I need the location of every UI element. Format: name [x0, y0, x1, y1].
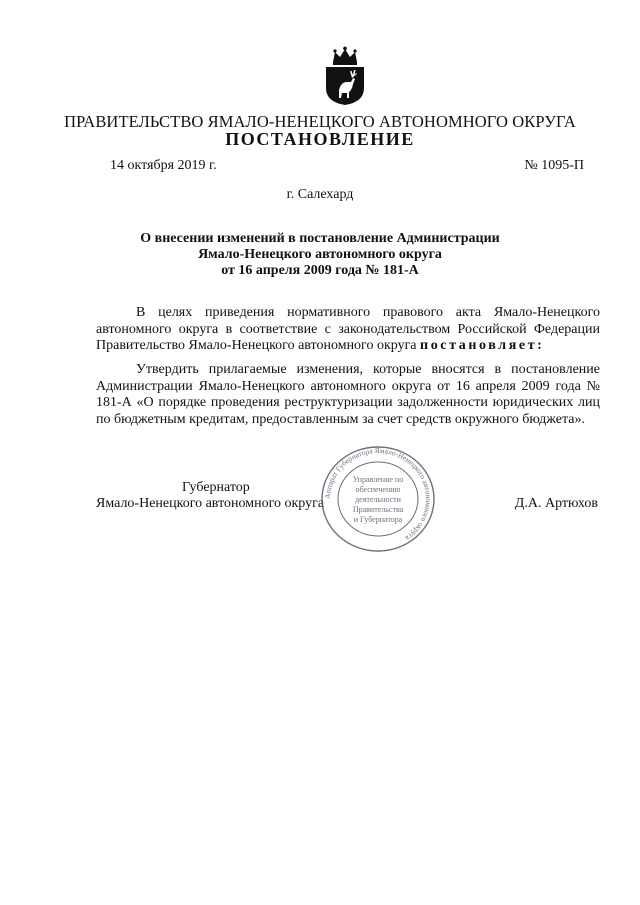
stamp-line: Правительства	[352, 505, 404, 514]
decree-keyword: постановляет:	[420, 338, 545, 353]
signatory-position: Губернатор	[182, 480, 250, 495]
document-date: 14 октября 2019 г.	[110, 158, 217, 173]
title-line: О внесении изменений в постановление Администрации	[140, 231, 500, 246]
signatory-region: Ямало-Ненецкого автономного округа	[96, 496, 325, 511]
document-city: г. Салехард	[286, 187, 354, 202]
document-number: № 1095-П	[524, 158, 584, 173]
stamp-line: и Губернатора	[353, 515, 403, 524]
coat-of-arms-icon	[323, 46, 367, 106]
stamp-line: обеспечению	[355, 485, 401, 494]
stamp-outer-text: Аппарат Губернатора Ямало-Ненецкого автономного округа	[322, 445, 434, 543]
paragraph-text: В целях приведения нормативного правового акта Ямало-Ненецкого автономного округа в соответствие с законодательством Российской Федерации Правительство Ямало-Ненецкого автономного округа	[96, 305, 600, 353]
title-line: Ямало-Ненецкого автономного округа	[198, 247, 442, 262]
stamp-line: деятельности	[355, 495, 401, 504]
stamp-line: Управление по	[352, 475, 404, 484]
title-line: от 16 апреля 2009 года № 181-А	[221, 263, 419, 278]
paragraph-text: Утвердить прилагаемые изменения, которые вносятся в постановление Администрации Ямало-Ненецкого автономного округа от 16 апреля 2009 года № 181-А «О порядке проведения реструктуризации задолженности юридических лиц по бюджетным кредитам, предоставленным за счет средств окружного бюджета».	[96, 362, 600, 427]
document-title	[0, 231, 640, 279]
body-paragraph	[96, 362, 600, 428]
organization-name: ПРАВИТЕЛЬСТВО ЯМАЛО-НЕНЕЦКОГО АВТОНОМНОГО ОКРУГА	[64, 112, 576, 131]
document-type: ПОСТАНОВЛЕНИЕ	[225, 129, 415, 149]
body-paragraph	[96, 305, 600, 355]
signatory-name: Д.А. Артюхов	[514, 496, 598, 511]
official-stamp	[318, 444, 438, 554]
